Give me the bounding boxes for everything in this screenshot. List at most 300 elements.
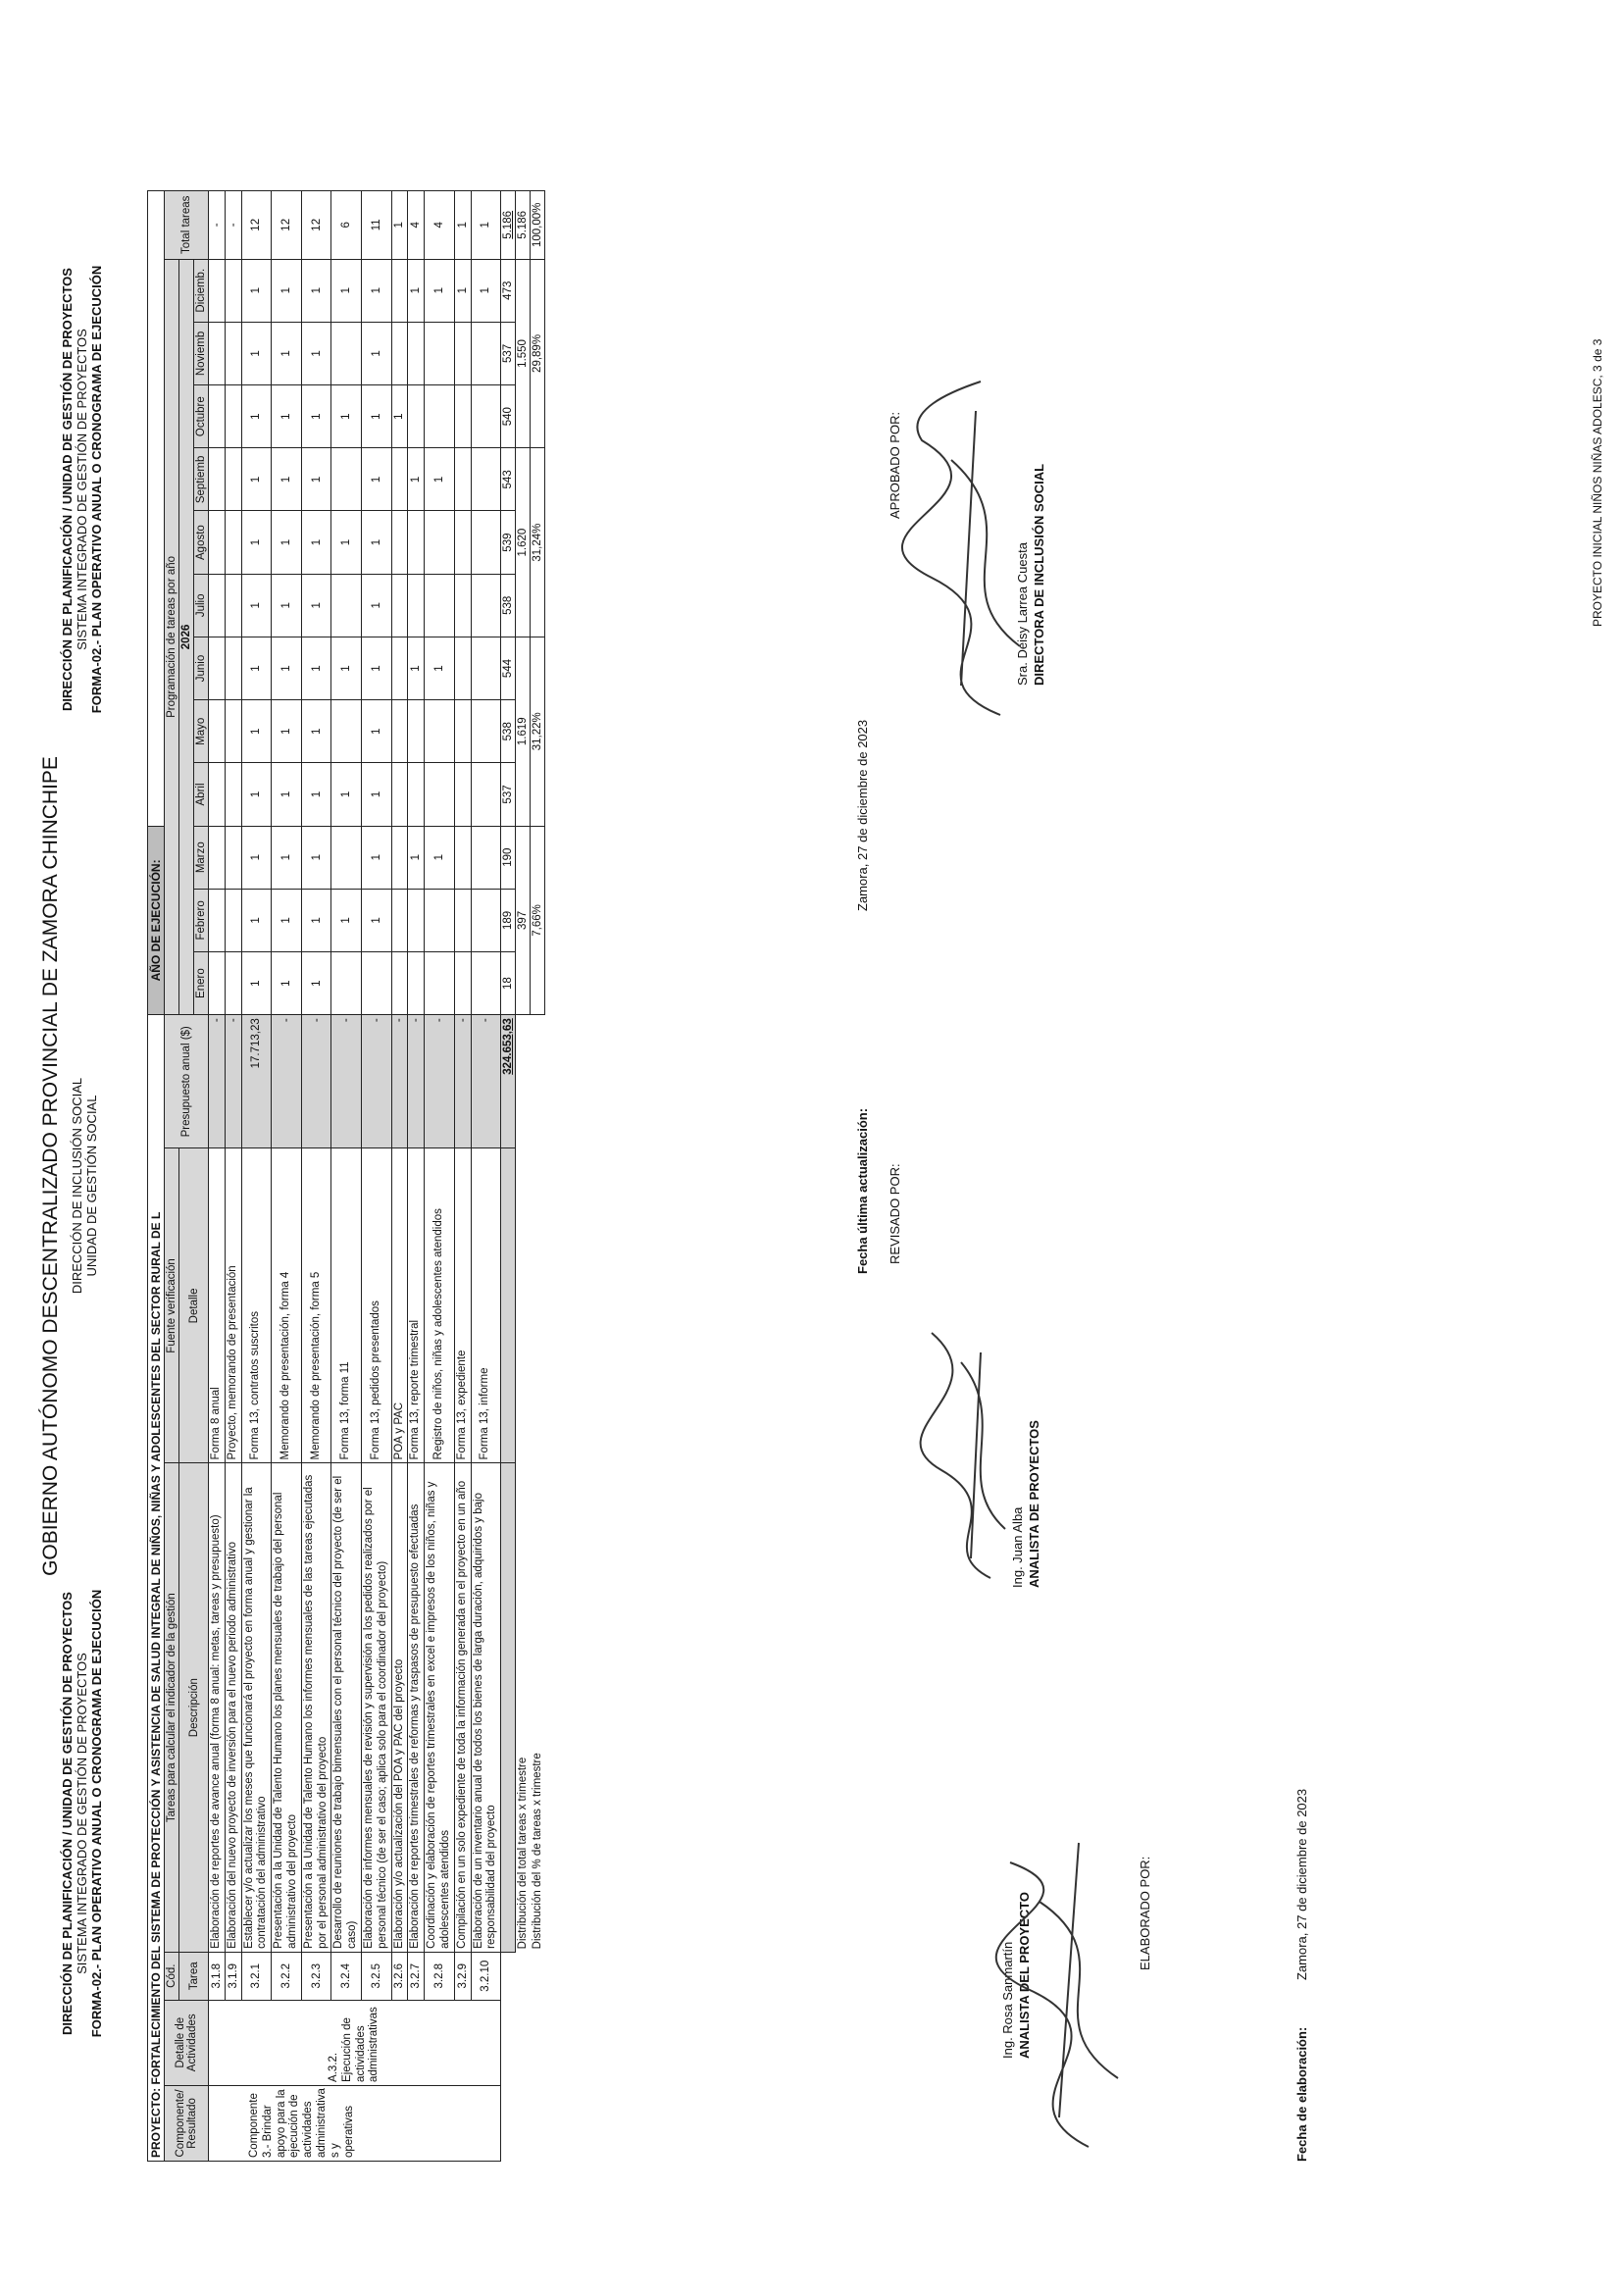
month-total: 537 bbox=[501, 322, 516, 384]
month-cell: 1 bbox=[425, 259, 455, 322]
month-cell: 1 bbox=[361, 637, 391, 699]
col-componente: Componente/ Resultado bbox=[165, 2085, 209, 2161]
month-cell: 1 bbox=[408, 637, 425, 699]
month-cell bbox=[225, 952, 241, 1015]
task-row bbox=[209, 191, 226, 2162]
month-cell: 1 bbox=[331, 385, 362, 448]
total-budget: 324.653,63 bbox=[501, 1015, 516, 1148]
task-description: Elaboración de reportes de avance anual (forma 8 anual: metas, tareas y presupuesto) bbox=[209, 1463, 226, 1952]
month-cell: 1 bbox=[241, 511, 272, 574]
month-cell bbox=[454, 385, 471, 448]
revisado-role: ANALISTA DE PROYECTOS bbox=[1027, 1420, 1041, 1588]
month-cell bbox=[225, 259, 241, 322]
task-detail: Forma 13, reporte trimestral bbox=[408, 1148, 425, 1463]
month-cell bbox=[454, 889, 471, 951]
task-code: 3.2.5 bbox=[361, 1952, 391, 2000]
quarter-value: 1.550 bbox=[516, 259, 531, 448]
col-cod: Cód. bbox=[165, 1952, 179, 2000]
task-description: Elaboración del nuevo proyecto de inversión para el nuevo periodo administrativo bbox=[225, 1463, 241, 1952]
month-cell bbox=[454, 700, 471, 763]
quarter-value: 397 bbox=[516, 826, 531, 1015]
project-line: PROYECTO: FORTALECIMIENTO DEL SISTEMA DE PROTECCIÓN Y ASISTENCIA DE SALUD INTEGRAL DE NIÑOS, NIÑAS Y ADOLESCENTES DEL SECTOR RURAL DE L bbox=[148, 1015, 165, 2162]
quarter-percent: 29,89% bbox=[531, 259, 545, 448]
month-header: Abril bbox=[194, 763, 209, 826]
task-detail: Forma 13, forma 11 bbox=[331, 1148, 362, 1463]
month-cell: 1 bbox=[331, 889, 362, 951]
month-cell bbox=[225, 637, 241, 699]
header-right-line-2: SISTEMA INTEGRADO DE GESTIÓN DE PROYECTOS bbox=[74, 329, 89, 650]
task-detail: Forma 13, expediente bbox=[454, 1148, 471, 1463]
task-detail: Forma 8 anual bbox=[209, 1148, 226, 1463]
month-cell: 1 bbox=[471, 259, 501, 322]
footer-page-label: PROYECTO INICIAL NIÑOS NIÑAS ADOLESC, 3 de 3 bbox=[1591, 338, 1604, 627]
month-cell: 1 bbox=[331, 259, 362, 322]
aprobado-role: DIRECTORA DE INCLUSIÓN SOCIAL bbox=[1032, 463, 1046, 686]
header-right bbox=[61, 136, 105, 842]
elaborado-name: Ing. Rosa Sanmartín bbox=[1000, 1941, 1015, 2059]
revisado-name: Ing. Juan Alba bbox=[1010, 1506, 1025, 1588]
task-row bbox=[471, 191, 501, 2162]
month-cell: 1 bbox=[301, 385, 331, 448]
month-cell: 1 bbox=[408, 826, 425, 889]
month-cell: 1 bbox=[361, 889, 391, 951]
task-total: 12 bbox=[301, 191, 331, 260]
month-cell: 1 bbox=[241, 637, 272, 699]
month-cell bbox=[209, 448, 226, 511]
signature-scrawl-revisado bbox=[912, 1294, 1020, 1588]
task-budget: - bbox=[331, 1015, 362, 1148]
col-tarea: Tarea bbox=[179, 1952, 209, 2000]
month-cell: 1 bbox=[301, 826, 331, 889]
task-code: 3.2.2 bbox=[272, 1952, 302, 2000]
task-code: 3.2.7 bbox=[408, 1952, 425, 2000]
month-total: 189 bbox=[501, 889, 516, 951]
col-detalle-actividades: Detalle de Actividades bbox=[165, 2000, 209, 2085]
month-cell bbox=[331, 826, 362, 889]
month-cell: 1 bbox=[454, 259, 471, 322]
month-cell bbox=[331, 574, 362, 637]
month-cell: 1 bbox=[272, 448, 302, 511]
task-row bbox=[272, 191, 302, 2162]
quarter-total: 5.186 bbox=[516, 191, 531, 260]
month-cell: 1 bbox=[361, 511, 391, 574]
month-cell bbox=[391, 259, 408, 322]
month-cell: 1 bbox=[241, 763, 272, 826]
quarter-percent: 31,22% bbox=[531, 637, 545, 826]
month-cell bbox=[209, 637, 226, 699]
month-cell bbox=[454, 511, 471, 574]
month-cell: 1 bbox=[272, 259, 302, 322]
task-budget: - bbox=[361, 1015, 391, 1148]
month-cell bbox=[471, 700, 501, 763]
month-cell bbox=[391, 448, 408, 511]
month-total: 539 bbox=[501, 511, 516, 574]
month-cell bbox=[331, 952, 362, 1015]
month-cell bbox=[471, 826, 501, 889]
month-cell bbox=[331, 322, 362, 384]
quarter-row-label: Distribución del total tareas x trimestre bbox=[517, 1757, 530, 1950]
task-detail: Memorando de presentación, forma 4 bbox=[272, 1148, 302, 1463]
task-row bbox=[331, 191, 362, 2162]
month-cell bbox=[209, 700, 226, 763]
org-title: GOBIERNO AUTÓNOMO DESCENTRALIZADO PROVINCIAL DE ZAMORA CHINCHIPE bbox=[39, 756, 62, 1576]
month-cell bbox=[391, 322, 408, 384]
month-cell bbox=[425, 700, 455, 763]
task-budget: - bbox=[408, 1015, 425, 1148]
task-code: 3.2.9 bbox=[454, 1952, 471, 2000]
month-cell bbox=[391, 574, 408, 637]
task-row bbox=[425, 191, 455, 2162]
month-cell: 1 bbox=[408, 448, 425, 511]
month-total: 537 bbox=[501, 763, 516, 826]
header-right-line-3: FORMA-02.- PLAN OPERATIVO ANUAL O CRONOGRAMA DE EJECUCIÓN bbox=[88, 265, 104, 714]
col-presupuesto: Presupuesto anual ($) bbox=[165, 1015, 209, 1148]
month-cell: 1 bbox=[301, 889, 331, 951]
signature-scrawl-elaborado bbox=[971, 1804, 1147, 2157]
task-description: Elaboración de informes mensuales de revisión y supervisión a los pedidos realizados por el personal técnico (de ser el caso; aplica solo para el coordinador del proyecto) bbox=[361, 1463, 391, 1952]
col-total: Total tareas bbox=[165, 191, 209, 260]
month-cell bbox=[209, 826, 226, 889]
month-cell bbox=[391, 952, 408, 1015]
month-total: 544 bbox=[501, 637, 516, 699]
task-description: Coordinación y elaboración de reportes trimestrales en excel e impresos de los niños, niñas y adolescentes atendidos bbox=[425, 1463, 455, 1952]
totals-body bbox=[501, 191, 545, 2162]
task-budget: - bbox=[471, 1015, 501, 1148]
task-description: Elaboración de reportes trimestrales de reformas y traspasos de presupuesto efectuadas bbox=[408, 1463, 425, 1952]
month-cell bbox=[471, 448, 501, 511]
task-row bbox=[454, 191, 471, 2162]
month-cell bbox=[391, 826, 408, 889]
header-right-line-1: DIRECCIÓN DE PLANIFICACIÓN / UNIDAD DE GESTIÓN DE PROYECTOS bbox=[60, 268, 75, 711]
elaborado-role: ANALISTA DEL PROYECTO bbox=[1017, 1892, 1032, 2059]
month-cell bbox=[408, 700, 425, 763]
task-code: 3.2.3 bbox=[301, 1952, 331, 2000]
month-cell bbox=[454, 322, 471, 384]
task-detail: POA y PAC bbox=[391, 1148, 408, 1463]
month-cell: 1 bbox=[272, 952, 302, 1015]
month-cell: 1 bbox=[301, 700, 331, 763]
task-description: Presentación a la Unidad de Talento Humano los planes mensuales de trabajo del personal administrativo del proyecto bbox=[272, 1463, 302, 1952]
col-tareas-group: Tareas para calcular el indicador de la gestión bbox=[165, 1463, 179, 1952]
month-cell bbox=[391, 763, 408, 826]
month-cell bbox=[209, 511, 226, 574]
header-center-line-2: UNIDAD DE GESTIÓN SOCIAL bbox=[83, 1095, 99, 1277]
month-cell bbox=[391, 637, 408, 699]
month-cell bbox=[408, 952, 425, 1015]
month-cell bbox=[225, 826, 241, 889]
task-code: 3.2.1 bbox=[241, 1952, 272, 2000]
month-cell bbox=[471, 511, 501, 574]
task-budget: - bbox=[454, 1015, 471, 1148]
task-total: 12 bbox=[241, 191, 272, 260]
percent-row-label: Distribución del % de tareas x trimestre bbox=[532, 1753, 544, 1950]
month-cell bbox=[408, 889, 425, 951]
header-left-line-1: DIRECCIÓN DE PLANIFICACIÓN / UNIDAD DE GESTIÓN DE PROYECTOS bbox=[60, 1592, 75, 2035]
month-cell bbox=[225, 448, 241, 511]
month-cell bbox=[225, 889, 241, 951]
month-cell bbox=[454, 574, 471, 637]
month-cell bbox=[361, 952, 391, 1015]
month-cell bbox=[225, 700, 241, 763]
month-cell bbox=[425, 763, 455, 826]
totals-row bbox=[501, 191, 516, 2162]
month-cell: 1 bbox=[241, 448, 272, 511]
month-header: Marzo bbox=[194, 826, 209, 889]
month-total: 538 bbox=[501, 574, 516, 637]
task-code: 3.1.8 bbox=[209, 1952, 226, 2000]
task-description: Desarrollo de reuniones de trabajo bimensuales con el personal técnico del proyecto (de ser el caso) bbox=[331, 1463, 362, 1952]
month-cell bbox=[391, 511, 408, 574]
month-cell: 1 bbox=[425, 826, 455, 889]
poa-table bbox=[147, 190, 545, 2162]
task-description: Establecer y/o actualizar los meses que funcionará el proyecto en forma anual y gestionar la contratación del administrativo bbox=[241, 1463, 272, 1952]
month-cell: 1 bbox=[241, 259, 272, 322]
task-row bbox=[225, 191, 241, 2162]
month-cell: 1 bbox=[361, 448, 391, 511]
month-cell bbox=[471, 763, 501, 826]
month-cell bbox=[209, 259, 226, 322]
month-cell: 1 bbox=[361, 385, 391, 448]
task-code: 3.2.6 bbox=[391, 1952, 408, 2000]
col-descripcion: Descripción bbox=[179, 1463, 209, 1952]
month-total: 543 bbox=[501, 448, 516, 511]
month-header: Diciemb. bbox=[194, 259, 209, 322]
task-description: Compilación en un solo expediente de toda la información generada en el proyecto en un año bbox=[454, 1463, 471, 1952]
month-cell bbox=[209, 763, 226, 826]
col-detalle: Detalle bbox=[179, 1148, 209, 1463]
quarter-value: 1.619 bbox=[516, 637, 531, 826]
month-header: Septiemb bbox=[194, 448, 209, 511]
month-cell: 1 bbox=[272, 385, 302, 448]
task-body bbox=[209, 191, 501, 2162]
month-cell bbox=[454, 637, 471, 699]
task-budget: - bbox=[225, 1015, 241, 1148]
task-total: 6 bbox=[331, 191, 362, 260]
task-description: Elaboración y/o actualización del POA y PAC del proyecto bbox=[391, 1463, 408, 1952]
task-total: 1 bbox=[454, 191, 471, 260]
month-header: Junio bbox=[194, 637, 209, 699]
month-cell bbox=[209, 889, 226, 951]
percent-row bbox=[531, 191, 545, 2162]
month-cell: 1 bbox=[301, 763, 331, 826]
task-budget: - bbox=[209, 1015, 226, 1148]
month-cell bbox=[471, 637, 501, 699]
month-cell: 1 bbox=[361, 763, 391, 826]
elaborado-label: ELABORADO POR: bbox=[1138, 1856, 1152, 1970]
month-cell: 1 bbox=[301, 952, 331, 1015]
month-cell bbox=[454, 448, 471, 511]
month-cell: 1 bbox=[241, 700, 272, 763]
task-detail: Memorando de presentación, forma 5 bbox=[301, 1148, 331, 1463]
month-cell bbox=[408, 322, 425, 384]
task-detail: Registro de niños, niñas y adolescentes atendidos bbox=[425, 1148, 455, 1463]
fecha-elaboracion-value: Zamora, 27 de diciembre de 2023 bbox=[1294, 1788, 1309, 1980]
task-detail: Forma 13, informe bbox=[471, 1148, 501, 1463]
month-cell: 1 bbox=[241, 826, 272, 889]
month-cell: 1 bbox=[272, 826, 302, 889]
month-header: Noviemb bbox=[194, 322, 209, 384]
month-header: Mayo bbox=[194, 700, 209, 763]
month-cell: 1 bbox=[331, 763, 362, 826]
task-total: 4 bbox=[425, 191, 455, 260]
task-code: 3.2.10 bbox=[471, 1952, 501, 2000]
task-description: Presentación a la Unidad de Talento Humano los informes mensuales de las tareas ejecutadas por el personal administrativo del proyecto bbox=[301, 1463, 331, 1952]
month-cell: 1 bbox=[241, 322, 272, 384]
month-cell bbox=[408, 763, 425, 826]
month-cell bbox=[408, 511, 425, 574]
month-cell: 1 bbox=[361, 259, 391, 322]
month-cell: 1 bbox=[301, 637, 331, 699]
month-cell bbox=[425, 511, 455, 574]
header-left-line-2: SISTEMA INTEGRADO DE GESTIÓN DE PROYECTOS bbox=[74, 1653, 89, 1974]
month-cell: 1 bbox=[272, 637, 302, 699]
month-cell bbox=[209, 952, 226, 1015]
month-cell bbox=[425, 574, 455, 637]
header-left bbox=[61, 1460, 105, 2167]
activity-label: A.3.2. Ejecución de actividades administrativas bbox=[209, 2000, 501, 2085]
task-budget: - bbox=[301, 1015, 331, 1148]
task-row bbox=[408, 191, 425, 2162]
month-header: Julio bbox=[194, 574, 209, 637]
quarter-percent: 31,24% bbox=[531, 448, 545, 637]
month-cell bbox=[425, 889, 455, 951]
task-row bbox=[241, 191, 272, 2162]
month-cell: 1 bbox=[361, 322, 391, 384]
task-row bbox=[391, 191, 408, 2162]
month-cell bbox=[454, 826, 471, 889]
task-total: 1 bbox=[391, 191, 408, 260]
task-total: 1 bbox=[471, 191, 501, 260]
month-cell bbox=[471, 574, 501, 637]
task-budget: - bbox=[391, 1015, 408, 1148]
month-cell bbox=[391, 700, 408, 763]
fecha-actualizacion-value: Zamora, 27 de diciembre de 2023 bbox=[855, 719, 870, 911]
task-budget: 17.713,23 bbox=[241, 1015, 272, 1148]
month-cell: 1 bbox=[301, 448, 331, 511]
month-cell: 1 bbox=[241, 952, 272, 1015]
task-detail: Forma 13, pedidos presentados bbox=[361, 1148, 391, 1463]
task-code: 3.1.9 bbox=[225, 1952, 241, 2000]
header-left-line-3: FORMA-02.- PLAN OPERATIVO ANUAL O CRONOGRAMA DE EJECUCIÓN bbox=[88, 1589, 104, 2038]
month-cell bbox=[225, 385, 241, 448]
month-cell bbox=[471, 952, 501, 1015]
aprobado-label: APROBADO POR: bbox=[888, 411, 902, 519]
percent-total: 100,00% bbox=[531, 191, 545, 260]
header-center bbox=[71, 931, 100, 1441]
month-cell bbox=[209, 385, 226, 448]
month-cell: 1 bbox=[301, 322, 331, 384]
header-center-line-1: DIRECCIÓN DE INCLUSIÓN SOCIAL bbox=[70, 1077, 84, 1295]
grand-total: 5.186 bbox=[501, 191, 516, 260]
month-cell bbox=[225, 574, 241, 637]
month-cell bbox=[471, 889, 501, 951]
month-cell bbox=[408, 385, 425, 448]
month-total: 18 bbox=[501, 952, 516, 1015]
month-header: Agosto bbox=[194, 511, 209, 574]
task-description: Elaboración de un inventario anual de todos los bienes de larga duración, adquiridos y bajo responsabilidad del proyecto bbox=[471, 1463, 501, 1952]
month-total: 538 bbox=[501, 700, 516, 763]
task-total: 4 bbox=[408, 191, 425, 260]
month-cell: 1 bbox=[301, 574, 331, 637]
task-budget: - bbox=[425, 1015, 455, 1148]
month-cell: 1 bbox=[272, 574, 302, 637]
col-programacion: Programación de tareas por año bbox=[165, 259, 179, 1015]
fecha-elaboracion-label: Fecha de elaboración: bbox=[1294, 2026, 1309, 2162]
month-cell: 1 bbox=[408, 259, 425, 322]
month-cell: 1 bbox=[272, 322, 302, 384]
task-total: 12 bbox=[272, 191, 302, 260]
month-cell: 1 bbox=[425, 637, 455, 699]
month-cell bbox=[454, 952, 471, 1015]
month-cell: 1 bbox=[241, 574, 272, 637]
month-cell: 1 bbox=[425, 448, 455, 511]
month-header: Febrero bbox=[194, 889, 209, 951]
month-cell: 1 bbox=[241, 889, 272, 951]
aprobado-name: Sra. Deisy Larrea Cuesta bbox=[1015, 542, 1030, 686]
month-cell: 1 bbox=[361, 574, 391, 637]
col-fuente-group: Fuente verificación bbox=[165, 1148, 179, 1463]
month-cell: 1 bbox=[331, 511, 362, 574]
task-code: 3.2.4 bbox=[331, 1952, 362, 2000]
task-total: - bbox=[225, 191, 241, 260]
task-detail: Proyecto, memorando de presentación bbox=[225, 1148, 241, 1463]
month-cell: 1 bbox=[301, 511, 331, 574]
task-code: 3.2.8 bbox=[425, 1952, 455, 2000]
month-cell bbox=[209, 574, 226, 637]
component-label: Componente 3.- Brindar apoyo para la ejecución de actividades administrativa s y operativas bbox=[209, 2085, 501, 2161]
quarter-percent: 7,66% bbox=[531, 826, 545, 1015]
month-cell: 1 bbox=[272, 763, 302, 826]
month-cell bbox=[454, 763, 471, 826]
month-total: 473 bbox=[501, 259, 516, 322]
month-cell: 1 bbox=[361, 700, 391, 763]
month-header: Octubre bbox=[194, 385, 209, 448]
month-cell bbox=[471, 322, 501, 384]
month-total: 540 bbox=[501, 385, 516, 448]
task-total: - bbox=[209, 191, 226, 260]
task-row bbox=[301, 191, 331, 2162]
month-cell: 1 bbox=[272, 511, 302, 574]
month-cell bbox=[471, 385, 501, 448]
month-cell bbox=[331, 700, 362, 763]
quarter-row bbox=[516, 191, 531, 2162]
quarter-value: 1.620 bbox=[516, 448, 531, 637]
month-cell bbox=[425, 385, 455, 448]
month-cell bbox=[425, 322, 455, 384]
month-cell bbox=[225, 763, 241, 826]
execution-year-label: AÑO DE EJECUCIÓN: bbox=[148, 826, 165, 1015]
task-total: 11 bbox=[361, 191, 391, 260]
task-detail: Forma 13, contratos suscritos bbox=[241, 1148, 272, 1463]
task-row bbox=[361, 191, 391, 2162]
month-cell: 1 bbox=[272, 889, 302, 951]
month-cell bbox=[225, 511, 241, 574]
month-cell: 1 bbox=[331, 637, 362, 699]
month-header: Enero bbox=[194, 952, 209, 1015]
month-cell: 1 bbox=[301, 259, 331, 322]
month-cell bbox=[331, 448, 362, 511]
month-cell bbox=[225, 322, 241, 384]
month-cell bbox=[425, 952, 455, 1015]
revisado-label: REVISADO POR: bbox=[888, 1163, 902, 1264]
month-cell bbox=[391, 889, 408, 951]
month-cell: 1 bbox=[361, 826, 391, 889]
month-cell bbox=[209, 322, 226, 384]
month-total: 190 bbox=[501, 826, 516, 889]
col-year: 2026 bbox=[179, 259, 194, 1015]
fecha-actualizacion-label: Fecha última actualización: bbox=[855, 1107, 870, 1274]
month-cell: 1 bbox=[391, 385, 408, 448]
